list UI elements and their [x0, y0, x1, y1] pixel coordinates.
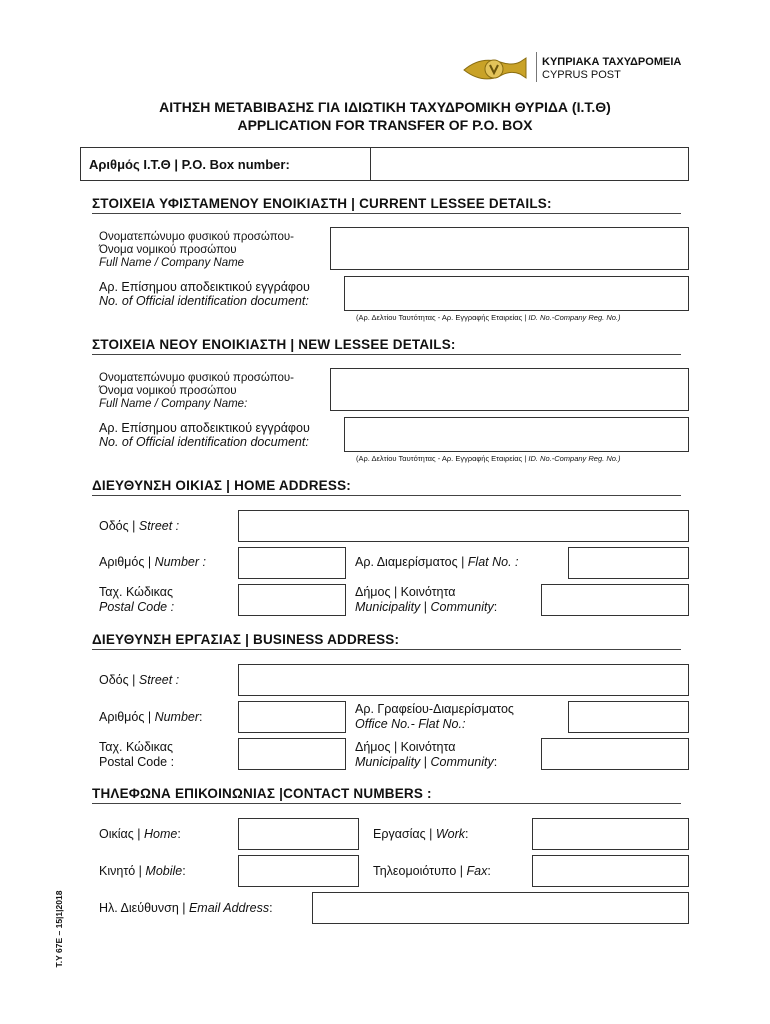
- fax-label: Τηλεομοιότυπο | Fax:: [373, 864, 491, 878]
- business-street-label: Οδός | Street :: [99, 673, 180, 687]
- mobile-phone-input[interactable]: [238, 855, 359, 887]
- new-id-note: (Αρ. Δελτίου Ταυτότητας - Αρ. Εγγραφής Εταιρείας | ID. No.-Company Reg. No.): [356, 454, 621, 463]
- new-name-input[interactable]: [330, 368, 689, 411]
- current-id-label-gr: Αρ. Επίσημου αποδεικτικού εγγράφου: [99, 280, 310, 294]
- business-address-rule: [92, 649, 681, 650]
- current-name-label-gr2: Όνομα νομικού προσώπου: [99, 244, 237, 256]
- title-english: APPLICATION FOR TRANSFER OF P.O. BOX: [237, 117, 533, 133]
- fax-input[interactable]: [532, 855, 689, 887]
- business-muni-input[interactable]: [541, 738, 689, 770]
- current-lessee-rule: [92, 213, 681, 214]
- title-greek: ΑΙΤΗΣΗ ΜΕΤΑΒΙΒΑΣΗΣ ΓΙΑ ΙΔΙΩΤΙΚΗ ΤΑΧΥΔΡΟΜΙΚΗ ΘΥΡΙΔΑ (Ι.Τ.Θ): [159, 99, 611, 115]
- mobile-phone-label: Κινητό | Mobile:: [99, 864, 186, 878]
- new-id-input[interactable]: [344, 417, 689, 452]
- business-street-input[interactable]: [238, 664, 689, 696]
- contact-heading: ΤΗΛΕΦΩΝΑ ΕΠΙΚΟΙΝΩΝΙΑΣ |CONTACT NUMBERS :: [92, 786, 432, 801]
- email-input[interactable]: [312, 892, 689, 924]
- po-box-divider: [370, 147, 371, 181]
- new-lessee-heading: ΣΤΟΙΧΕΙΑ ΝΕΟΥ ΕΝΟΙΚΙΑΣΤΗ | NEW LESSEE DETAILS:: [92, 337, 456, 352]
- new-name-label-gr2: Όνομα νομικού προσώπου: [99, 385, 237, 397]
- home-number-input[interactable]: [238, 547, 346, 579]
- current-name-label-en: Full Name / Company Name: [99, 257, 245, 269]
- home-postal-label-en: Postal Code :: [99, 600, 175, 614]
- home-street-input[interactable]: [238, 510, 689, 542]
- business-postal-input[interactable]: [238, 738, 346, 770]
- new-lessee-rule: [92, 354, 681, 355]
- home-address-heading: ΔΙΕΥΘΥΝΣΗ ΟΙΚΙΑΣ | HOME ADDRESS:: [92, 478, 351, 493]
- home-muni-label-en: Municipality | Community:: [355, 600, 498, 614]
- work-phone-label: Εργασίας | Work:: [373, 827, 469, 841]
- business-number-label: Αριθμός | Number:: [99, 710, 203, 724]
- new-name-label-en: Full Name / Company Name:: [99, 398, 248, 410]
- form-code: T.Y 67E – 15|1|2018: [54, 890, 64, 968]
- current-name-label-gr1: Ονοματεπώνυμο φυσικού προσώπου-: [99, 231, 295, 243]
- contact-rule: [92, 803, 681, 804]
- logo-greek-name: ΚΥΠΡΙΑΚΑ ΤΑΧΥΔΡΟΜΕΙΑ: [542, 56, 682, 68]
- home-phone-label: Οικίας | Home:: [99, 827, 181, 841]
- business-number-input[interactable]: [238, 701, 346, 733]
- home-flat-label: Αρ. Διαμερίσματος | Flat No. :: [355, 555, 519, 569]
- home-muni-input[interactable]: [541, 584, 689, 616]
- home-street-label: Οδός | Street :: [99, 519, 180, 533]
- business-postal-label-gr: Ταχ. Κώδικας: [99, 740, 174, 754]
- home-number-label: Αριθμός | Number :: [99, 555, 206, 569]
- po-box-input[interactable]: [372, 148, 688, 180]
- post-horn-icon: [460, 48, 532, 88]
- cyprus-post-logo: [460, 48, 690, 88]
- business-office-label-gr: Αρ. Γραφείου-Διαμερίσματος: [355, 702, 514, 716]
- business-office-input[interactable]: [568, 701, 689, 733]
- new-id-label-en: No. of Official identification document:: [99, 435, 309, 449]
- home-phone-input[interactable]: [238, 818, 359, 850]
- logo-english-name: CYPRUS POST: [542, 69, 621, 81]
- current-id-input[interactable]: [344, 276, 689, 311]
- current-name-input[interactable]: [330, 227, 689, 270]
- po-box-label: Αριθμός Ι.Τ.Θ | P.O. Box number:: [89, 157, 290, 172]
- home-postal-input[interactable]: [238, 584, 346, 616]
- work-phone-input[interactable]: [532, 818, 689, 850]
- business-muni-label-en: Municipality | Community:: [355, 755, 498, 769]
- current-lessee-heading: ΣΤΟΙΧΕΙΑ ΥΦΙΣΤΑΜΕΝΟΥ ΕΝΟΙΚΙΑΣΤΗ | CURRENT LESSEE DETAILS:: [92, 196, 552, 211]
- new-name-label-gr1: Ονοματεπώνυμο φυσικού προσώπου-: [99, 372, 295, 384]
- current-id-note: (Αρ. Δελτίου Ταυτότητας - Αρ. Εγγραφής Εταιρείας | ID. No.-Company Reg. No.): [356, 313, 621, 322]
- business-muni-label-gr: Δήμος | Κοινότητα: [355, 740, 456, 754]
- new-id-label-gr: Αρ. Επίσημου αποδεικτικού εγγράφου: [99, 421, 310, 435]
- business-postal-label-en: Postal Code :: [99, 755, 175, 769]
- home-postal-label-gr: Ταχ. Κώδικας: [99, 585, 174, 599]
- business-office-label-en: Office No.- Flat No.:: [355, 717, 466, 731]
- business-address-heading: ΔΙΕΥΘΥΝΣΗ ΕΡΓΑΣΙΑΣ | BUSINESS ADDRESS:: [92, 632, 400, 647]
- email-label: Ηλ. Διεύθυνση | Email Address:: [99, 901, 273, 915]
- home-address-rule: [92, 495, 681, 496]
- current-id-label-en: No. of Official identification document:: [99, 294, 309, 308]
- home-flat-input[interactable]: [568, 547, 689, 579]
- home-muni-label-gr: Δήμος | Κοινότητα: [355, 585, 456, 599]
